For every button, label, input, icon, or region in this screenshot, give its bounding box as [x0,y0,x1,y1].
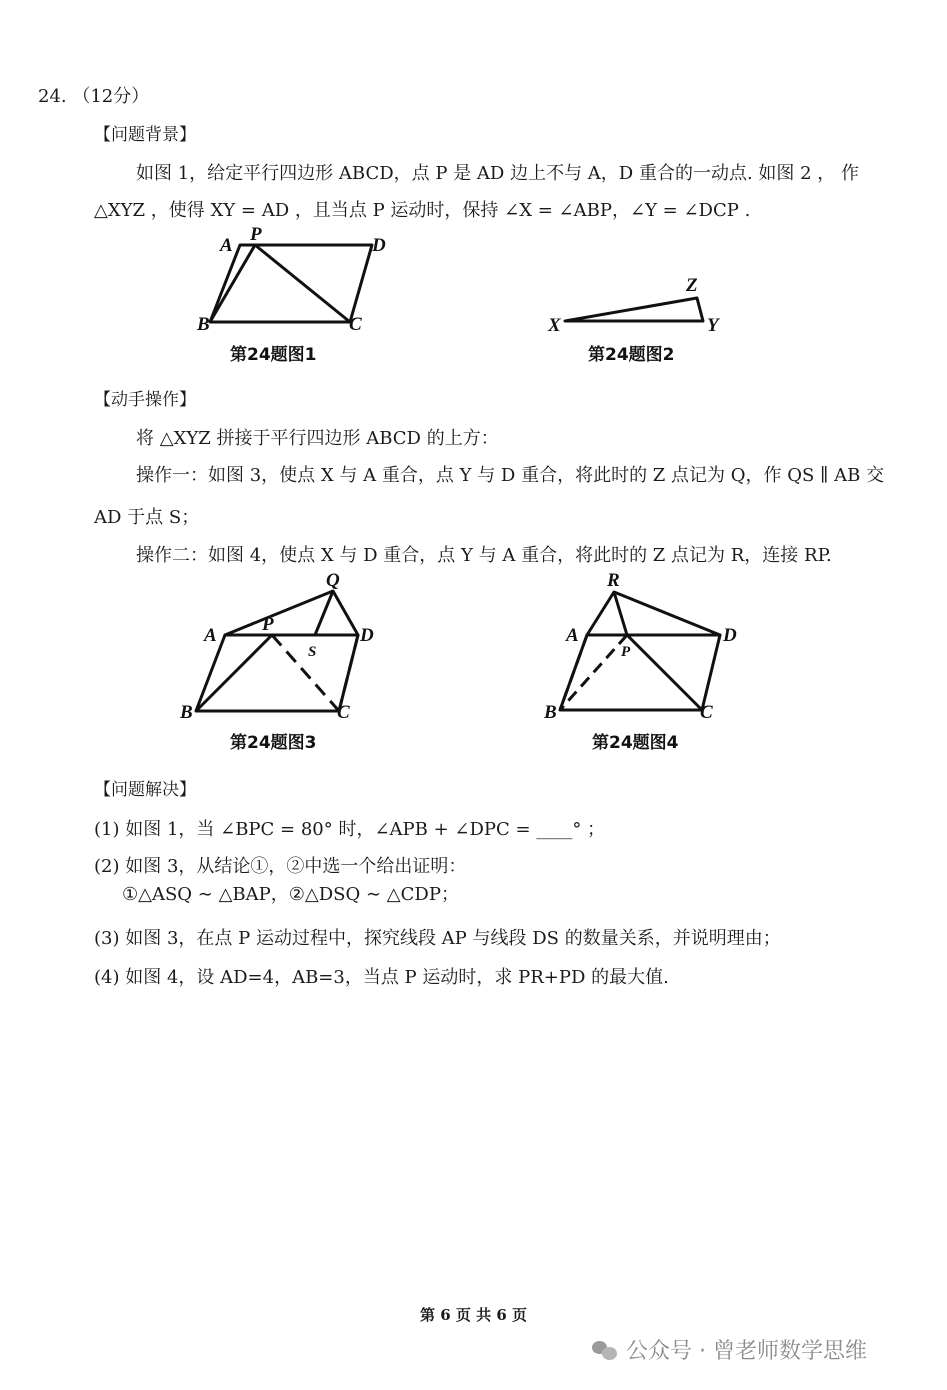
fig3-segment-pb [196,635,272,711]
fig4-label-a: A [566,625,579,646]
fig1-parallelogram [210,245,372,322]
fig4-label-d: D [723,625,737,646]
fig1-label-p: P [250,224,262,245]
fig3-label-b: B [180,702,193,723]
background-line-2: △XYZ ，使得 XY = AD ，且当点 P 运动时，保持 ∠X = ∠ABP，∠Y = ∠DCP . [94,200,751,221]
fig1-segment-pb [210,245,255,322]
fig4-parallelogram [560,635,720,710]
fig1-label-a: A [220,235,233,256]
fig2-label-z: Z [686,275,698,296]
fig1-label-c: C [349,314,362,335]
question-3: (3) 如图 3，在点 P 运动过程中，探究线段 AP 与线段 DS 的数量关系，并说明理由； [94,928,781,949]
fig3-label-q: Q [326,570,340,591]
fig3-label-s: S [308,644,317,660]
operation-line-1: 将 △XYZ 拼接于平行四边形 ABCD 的上方： [136,428,499,449]
operation-line-4: 操作二：如图 4，使点 X 与 D 重合，点 Y 与 A 重合，将此时的 Z 点记为 R，连接 RP. [136,545,832,566]
fig2-label-y: Y [707,315,719,336]
fig3-segment-qs [315,591,333,635]
question-number: 24. （12分） [38,86,150,107]
question-2-options: ①△ASQ ∼ △BAP，②△DSQ ∼ △CDP； [122,884,459,905]
fig3-parallelogram [196,635,358,711]
background-line-1: 如图 1，给定平行四边形 ABCD，点 P 是 AD 边上不与 A，D 重合的一动点. 如图 2 ， 作 [136,163,860,184]
fig1-segment-pc [255,245,350,322]
watermark [592,1334,867,1365]
section-solve-heading: 【问题解决】 [94,780,196,800]
fig2-caption: 第24题图2 [588,345,675,365]
fig3-label-a: A [204,625,217,646]
fig4-label-c: C [700,702,713,723]
fig3-caption: 第24题图3 [230,733,317,753]
fig3-label-d: D [360,625,374,646]
fig3-segment-pc [272,635,339,711]
page-footer: 第 6 页 共 6 页 [420,1306,527,1324]
operation-line-3: AD 于点 S； [94,507,200,528]
section-operation-heading: 【动手操作】 [94,390,196,410]
fig3-segment-dc [339,635,358,711]
fig2-triangle [565,298,703,321]
fig4-segment-ab [560,635,587,710]
fig3-triangle-aqd [225,591,358,635]
fig1-caption: 第24题图1 [230,345,317,365]
fig3-label-c: C [337,702,350,723]
fig4-segment-rp [614,592,627,635]
fig2-label-x: X [548,315,561,336]
fig3-label-p: P [262,614,274,635]
fig4-label-b: B [544,702,557,723]
fig4-label-r: R [607,570,620,591]
fig4-label-p: P [621,644,631,660]
fig4-segment-pb [560,635,627,710]
fig1-label-b: B [197,314,210,335]
fig4-segment-pc [627,635,702,710]
fig4-triangle-ard [587,592,720,635]
section-background-heading: 【问题背景】 [94,125,196,145]
watermark-text: 公众号 · 曾老师数学思维 [626,1339,867,1364]
question-2: (2) 如图 3，从结论①，②中选一个给出证明： [94,856,467,877]
operation-line-2: 操作一：如图 3，使点 X 与 A 重合，点 Y 与 D 重合，将此时的 Z 点记为 Q，作 QS ∥ AB 交 [136,465,885,486]
wechat-icon [592,1339,618,1361]
question-4: (4) 如图 4，设 AD=4，AB=3，当点 P 运动时，求 PR+PD 的最大值. [94,967,669,988]
fig1-label-d: D [372,235,386,256]
question-1: (1) 如图 1，当 ∠BPC = 80° 时，∠APB + ∠DPC = ____° ； [94,819,606,840]
fig4-caption: 第24题图4 [592,733,679,753]
